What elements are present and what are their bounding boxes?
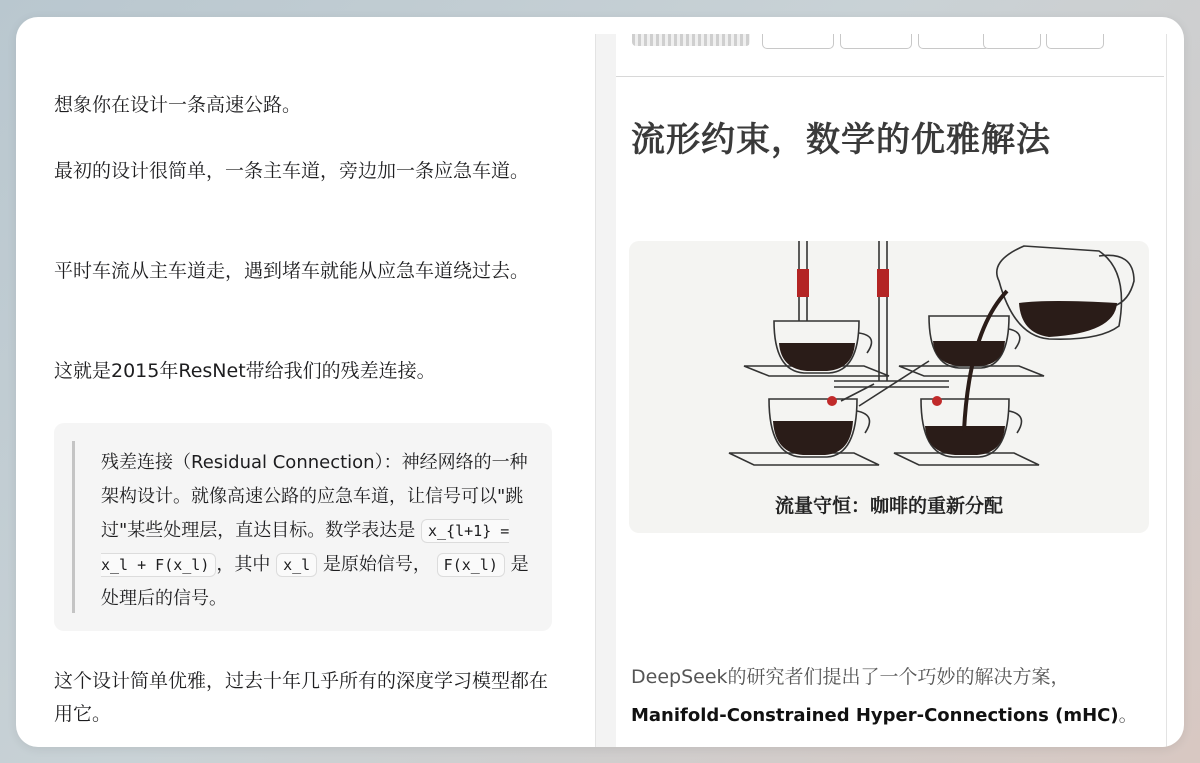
deepseek-paragraph [631,658,1151,735]
section-title: 流形约束，数学的优雅解法 [631,120,1051,160]
paragraph-end: 。 [1118,704,1138,726]
panel-shadow-left [596,34,616,747]
thumbnail-strip [632,34,750,46]
toolbar-button-5[interactable] [1046,34,1104,49]
code-x-l: x_l [276,553,317,577]
right-article-panel [595,34,1167,747]
mhc-term: Manifold-Constrained Hyper-Connections (mHC) [631,705,1119,726]
blockquote-text [101,446,533,616]
coffee-illustration [629,241,1149,533]
code-formula: x_{l+1} = x_l + F(x_l) [101,519,509,577]
toolbar-button-1[interactable] [762,34,834,49]
code-f-x-l: F(x_l) [437,553,505,577]
top-toolbar [616,34,1164,77]
blockquote-bar [72,441,75,613]
paragraph-traffic: 平时车流从主车道走，遇到堵车就能从应急车道绕过去。 [54,260,530,282]
quote-text-3: 是原始信号， [322,554,431,575]
toolbar-button-3[interactable] [918,34,990,49]
toolbar-button-2[interactable] [840,34,912,49]
quote-text-2: ，其中 [216,554,271,575]
paragraph-start: DeepSeek的研究者们提出了一个巧妙的解决方案， [631,666,1070,688]
quote-text-4: 是处理后的信号。 [101,554,529,609]
article-window [16,17,1184,747]
paragraph-resnet: 这就是2015年ResNet带给我们的残差连接。 [54,360,436,382]
left-article-column [54,17,554,747]
paragraph-design: 最初的设计很简单，一条主车道，旁边加一条应急车道。 [54,160,530,182]
coffee-cups-drawing [629,241,1149,533]
illustration-caption: 流量守恒：咖啡的重新分配 [774,495,1003,517]
residual-connection-blockquote [54,423,552,631]
paragraph-highway: 想象你在设计一条高速公路。 [54,94,302,116]
paragraph-conclusion: 这个设计简单优雅，过去十年几乎所有的深度学习模型都在用它。 [54,670,549,725]
toolbar-button-4[interactable] [983,34,1041,49]
quote-text-1: 残差连接（Residual Connection）：神经网络的一种架构设计。就像高速公路的应急车道，让信号可以"跳过"某些处理层，直达目标。数学表达是 [101,452,528,541]
